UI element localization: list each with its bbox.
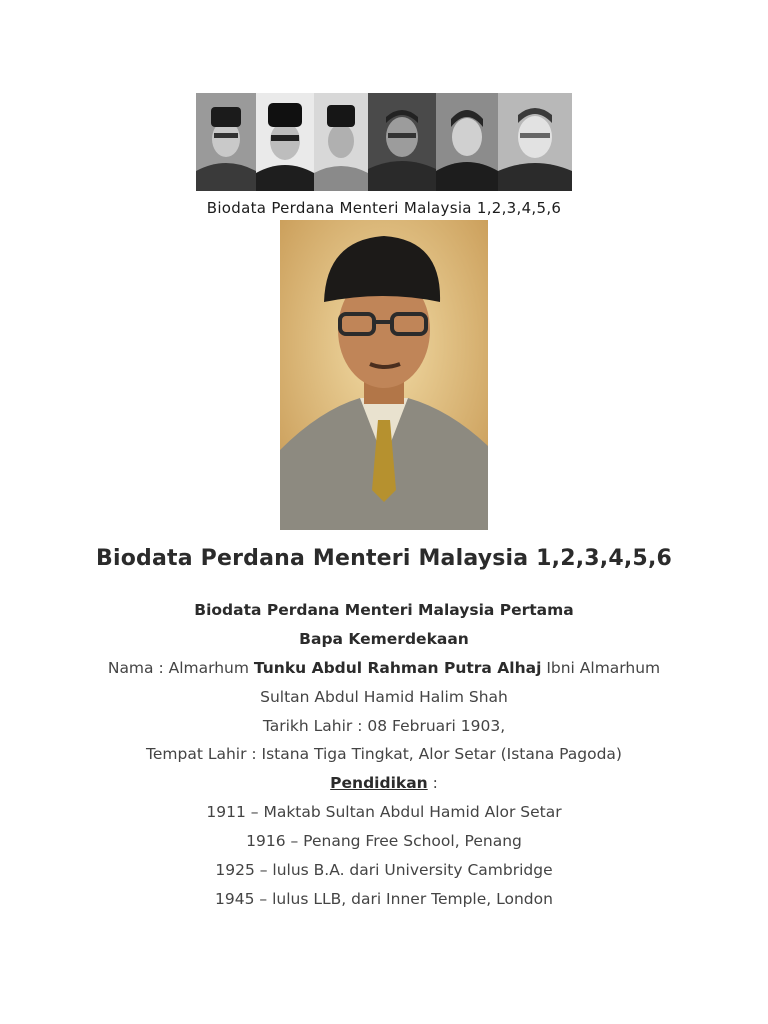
name-line [0, 658, 768, 687]
education-heading [0, 773, 768, 802]
pm-photo-strip [196, 93, 572, 191]
page-title: Biodata Perdana Menteri Malaysia 1,2,3,4,5,6 [95, 546, 673, 571]
name-bold: Tunku Abdul Rahman Putra Alhaj [253, 658, 542, 677]
tunku-portrait-icon [280, 220, 488, 530]
epithet: Bapa Kemerdekaan [299, 629, 469, 648]
education-item: 1925 – lulus B.A. dari University Cambridge [215, 861, 553, 880]
education-label: Pendidikan [330, 774, 428, 793]
name-prefix: Nama : Almarhum [107, 658, 254, 677]
subtitle: Biodata Perdana Menteri Malaysia Pertama [194, 601, 574, 619]
biodata-body [0, 600, 768, 918]
dob-line: Tarikh Lahir : 08 Februari 1903, [262, 716, 506, 735]
portrait-6-icon [498, 93, 572, 191]
father-line: Sultan Abdul Hamid Halim Shah [260, 687, 508, 706]
portrait-2-icon [256, 93, 314, 191]
portrait-5-icon [436, 93, 498, 191]
portrait-4-icon [368, 93, 436, 191]
birthplace-line: Tempat Lahir : Istana Tiga Tingkat, Alor Setar (Istana Pagoda) [146, 745, 622, 764]
portrait-3-icon [314, 93, 368, 191]
photo-caption: Biodata Perdana Menteri Malaysia 1,2,3,4,5,6 [206, 199, 562, 217]
education-colon: : [427, 774, 438, 793]
education-item: 1945 – lulus LLB, dari Inner Temple, London [215, 889, 553, 908]
education-item: 1911 – Maktab Sultan Abdul Hamid Alor Setar [206, 803, 562, 822]
portrait-1-icon [196, 93, 256, 191]
name-suffix: Ibni Almarhum [541, 658, 661, 677]
education-item: 1916 – Penang Free School, Penang [246, 832, 522, 851]
